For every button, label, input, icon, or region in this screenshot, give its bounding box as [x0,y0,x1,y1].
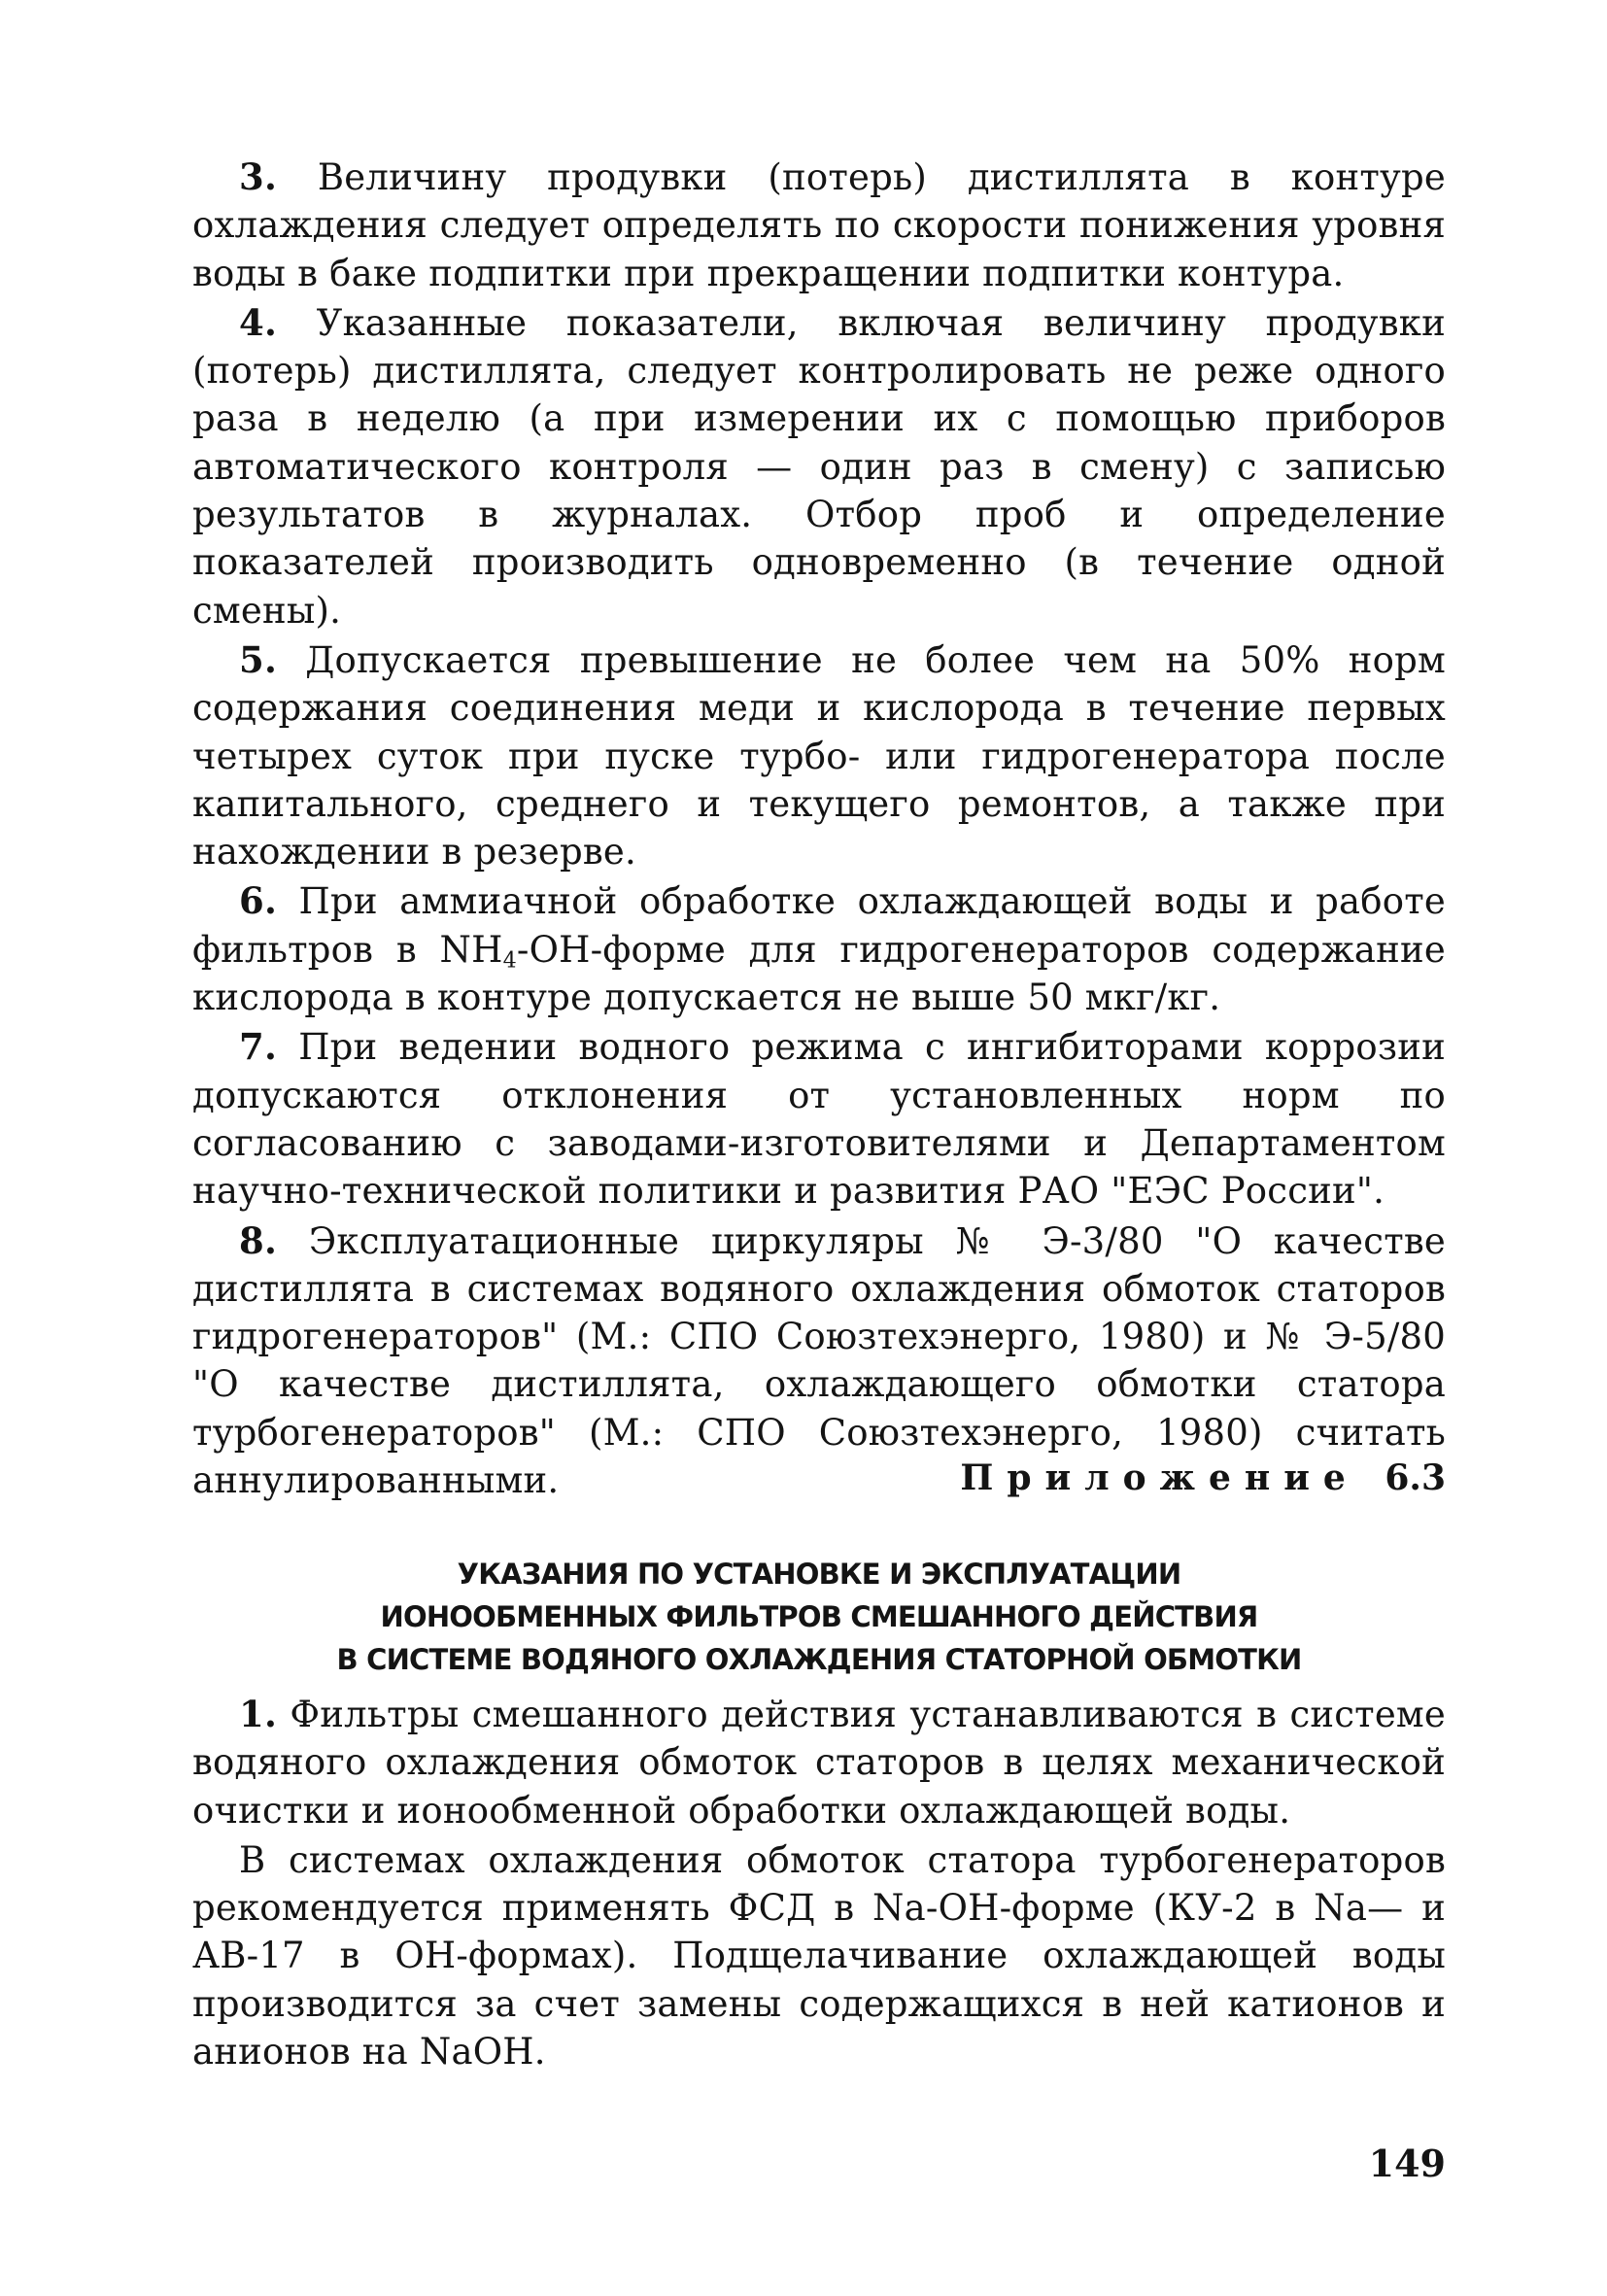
appendix-paragraph-1 [192,1691,1446,1834]
numbered-paragraphs-top [192,154,1446,1506]
page-number: 149 [1368,2142,1446,2185]
paragraph-number: 4. [239,300,278,344]
paragraph-number: 8. [239,1218,278,1262]
paragraph-number: 6. [239,879,278,923]
paragraph-7 [192,1023,1446,1215]
paragraph-text: Эксплуатационные циркуляры № Э-3/80 "О качестве дистиллята в системах водяного охлаждения обмоток статоров гидрогенераторов" (М.: СПО Союзтехэнерго, 1980) и № Э-5/80 "О качестве дистиллята, охлаждающего обмотки статора турбогенераторов" (М.: СПО Союзтехэнерго, 1980) считать аннулированными. [192,1219,1446,1502]
paragraph-text: Допускается превышение не более чем на 50% норм содержания соединения меди и кислорода в течение первых четырех суток при пуске турбо- или гидрогенератора после капитального, среднего и текущего ремонтов, а также при нахождении в резерве. [192,638,1446,874]
paragraph-text: Указанные показатели, включая величину продувки (потерь) дистиллята, следует контролировать не реже одного раза в неделю (а при измерении их с помощью приборов автоматического контроля — один раз в смену) с записью результатов в журналах. Отбор проб и определение показателей производить одновременно (в течение одной смены). [192,301,1446,632]
section-title-line-1: УКАЗАНИЯ ПО УСТАНОВКЕ И ЭКСПЛУАТАЦИИ [457,1558,1181,1591]
paragraph-6 [192,877,1446,1021]
subscript-4: 4 [502,947,517,974]
paragraph-text-before: При аммиачной обработке охлаждающей воды и работе фильтров в NH [192,880,1446,971]
paragraph-5 [192,636,1446,875]
appendix-paragraph-2 [192,1836,1446,2075]
paragraph-text-after: -OH-форме для гидрогенераторов содержание кислорода в контуре допускается не выше 50 мкг/кг. [192,928,1447,1019]
paragraph-text: Величину продувки (потерь) дистиллята в контуре охлаждения следует определять по скорости понижения уровня воды в баке подпитки при прекращении подпитки контура. [192,156,1446,294]
numbered-paragraphs-bottom [192,1691,1446,2077]
appendix-heading [960,1457,1446,1498]
section-title-line-2: ИОНООБМЕННЫХ ФИЛЬТРОВ СМЕШАННОГО ДЕЙСТВИЯ [380,1600,1258,1633]
appendix-label: Приложение [960,1457,1359,1498]
paragraph-text: При ведении водного режима с ингибиторами коррозии допускаются отклонения от установленных норм по согласованию с заводами-изготовителями и Департаментом научно-технической политики и развития РАО "ЕЭС России". [192,1026,1446,1213]
paragraph-text: В системах охлаждения обмоток статора турбогенераторов рекомендуется применять ФСД в Na-OH-форме (КУ-2 в Na— и АВ-17 в OH-формах). Подщелачивание охлаждающей воды производится за счет замены содержащихся в ней катионов и анионов на NaOH. [192,1838,1446,2073]
paragraph-number: 7. [239,1025,278,1069]
paragraph-number: 1. [239,1693,278,1735]
section-title-line-3: В СИСТЕМЕ ВОДЯНОГО ОХЛАЖДЕНИЯ СТАТОРНОЙ ОБМОТКИ [336,1643,1302,1676]
paragraph-4 [192,299,1446,634]
paragraph-number: 5. [239,637,278,681]
paragraph-3 [192,154,1446,297]
appendix-number: 6.3 [1385,1457,1446,1498]
paragraph-text: Фильтры смешанного действия устанавливаются в системе водяного охлаждения обмоток статоров в целях механической очистки и ионообменной обработки охлаждающей воды. [192,1694,1446,1832]
paragraph-number: 3. [239,155,278,198]
section-title [192,1553,1446,1681]
